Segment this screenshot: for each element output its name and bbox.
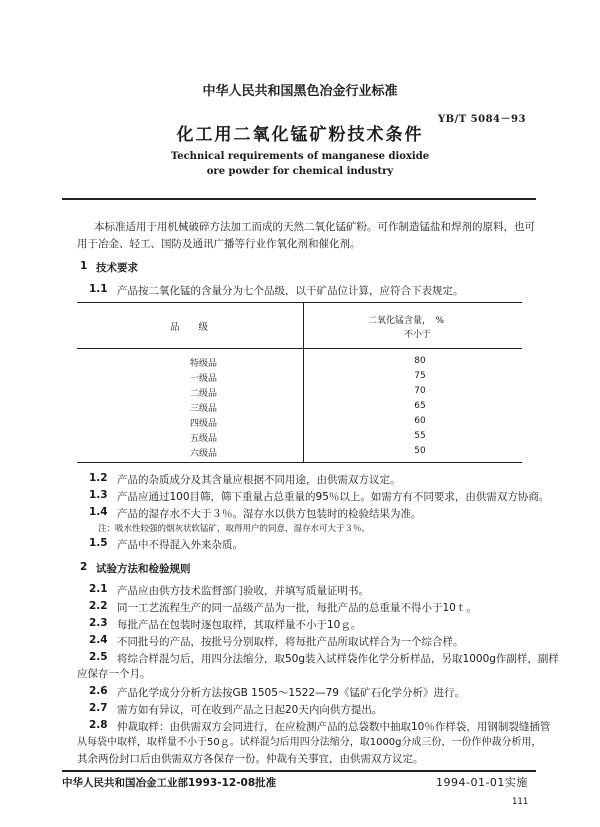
table-row-value: 70 [414,386,426,396]
clause-2-8-text-line-1: 仲裁取样：由供需双方会同进行，在应检测产品的总袋数中抽取10％作样袋，用钢制裂缝插管 [117,721,551,733]
clause-2-6-number: 2.6 [89,685,108,697]
footer-rule [62,770,536,772]
clause-1-3-number: 1.3 [89,489,108,501]
clause-2-5-text-line-2: 应保存一个月。 [77,668,151,680]
table-column-divider [303,302,304,462]
table-row-grade: 一级品 [190,374,218,384]
page-number: 111 [512,797,529,807]
clause-2-1-number: 2.1 [89,583,108,595]
table-header-content: 二氧化锰含量， % [368,316,445,326]
clause-2-4-number: 2.4 [89,634,108,646]
clause-1-4-number: 1.4 [89,506,108,518]
clause-2-3-text: 每批产品在包装时逐包取样，其取样量不小于10ｇ。 [117,619,362,631]
intro-line-2: 用于冶金、轻工、国防及通讯广播等行业作氧化剂和催化剂。 [77,238,361,250]
clause-1-5-number: 1.5 [89,537,108,549]
table-row-grade: 二级品 [190,389,218,399]
table-row-value: 80 [414,356,426,366]
table-row-grade: 三级品 [190,404,218,414]
clause-2-7-text: 需方如有异议，可在收到产品之日起20天内向供方提出。 [117,704,383,716]
table-header-grade: 品 级 [170,322,209,333]
clause-1-1-number: 1.1 [89,283,108,295]
clause-1-5-text: 产品中不得混入外来杂质。 [117,539,243,551]
table-row-value: 55 [414,431,426,441]
publishing-org: 中华人民共和国黑色冶金行业标准 [202,84,398,99]
table-bottom-rule [77,462,522,463]
clause-2-1-text: 产品应由供方技术监督部门验收，并填写质量证明书。 [117,585,369,597]
clause-2-8-text-line-3: 其余两份封口后由供需双方各保存一份。仲裁有关事宜，由供需双方议定。 [77,753,424,765]
clause-2-5-number: 2.5 [89,651,108,663]
table-row-grade: 五级品 [190,434,218,444]
section-2-number: 2 [80,561,88,573]
effective-date: 1994-01-01实施 [436,776,528,789]
clause-1-2-number: 1.2 [89,472,108,484]
table-top-rule [77,302,522,303]
table-row-value: 50 [414,446,426,456]
table-row-value: 60 [414,416,426,426]
document-title: 化工用二氧化锰矿粉技术条件 [176,125,424,145]
clause-1-4-text: 产品的湿存水不大于３％。湿存水以供方包装时的检验结果为准。 [117,508,422,520]
table-row-value: 65 [414,401,426,411]
clause-2-5-text-line-1: 将综合样混匀后，用四分法缩分，取50g装入试样袋作化学分析样品，另取1000g作副样，副样 [117,653,559,665]
clause-2-2-number: 2.2 [89,600,108,612]
table-row-grade: 六级品 [190,449,218,459]
clause-1-2-text: 产品的杂质成分及其含量应根据不同用途，由供需双方议定。 [117,474,401,486]
clause-2-3-number: 2.3 [89,617,108,629]
approval-info: 中华人民共和国冶金工业部1993-12-08批准 [62,777,277,789]
clause-2-8-text-line-2: 从每袋中取样，取样量不小于50ｇ。试样混匀后用四分法缩分，取1000g分成三份，一份作仲裁分析用， [77,737,542,748]
clause-1-1-text: 产品按二氧化锰的含量分为七个品级，以干矿品位计算，应符合下表规定。 [117,285,464,297]
table-header-min: 不小于 [404,330,432,340]
header-rule [62,198,536,200]
table-row-value: 75 [414,371,426,381]
english-title-line-1: Technical requirements of manganese dioxide [170,151,430,162]
clause-1-3-text: 产品应通过100目筛，筛下重量占总重量的95％以上。如需方有不同要求，由供需双方协商。 [117,491,550,503]
table-row-grade: 四级品 [190,419,218,429]
clause-2-2-text: 同一工艺流程生产的同一品级产品为一批，每批产品的总重量不得小于10ｔ。 [117,602,477,614]
clause-1-4-note: 注：吸水性较强的烟灰状软锰矿，取得用户的同意，湿存水可大于３％。 [98,524,371,534]
english-title-line-2: ore powder for chemical industry [206,166,394,177]
clause-2-6-text: 产品化学成分分析方法按GB 1505～1522—79《锰矿石化学分析》进行。 [117,687,465,699]
section-2-title: 试验方法和检验规则 [96,563,191,575]
intro-line-1: 本标准适用于用机械破碎方法加工而成的天然二氧化锰矿粉。可作制造锰盐和焊剂的原料，也可 [94,221,535,233]
standard-number: YB/T 5084－93 [438,114,526,125]
section-1-number: 1 [80,260,88,272]
clause-2-4-text: 不同批号的产品，按批号分别取样，将每批产品所取试样合为一个综合样。 [117,636,464,648]
table-header-rule [77,348,522,349]
clause-2-8-number: 2.8 [89,719,108,731]
section-1-title: 技术要求 [96,262,138,274]
clause-2-7-number: 2.7 [89,702,108,714]
table-row-grade: 特级品 [190,359,218,369]
